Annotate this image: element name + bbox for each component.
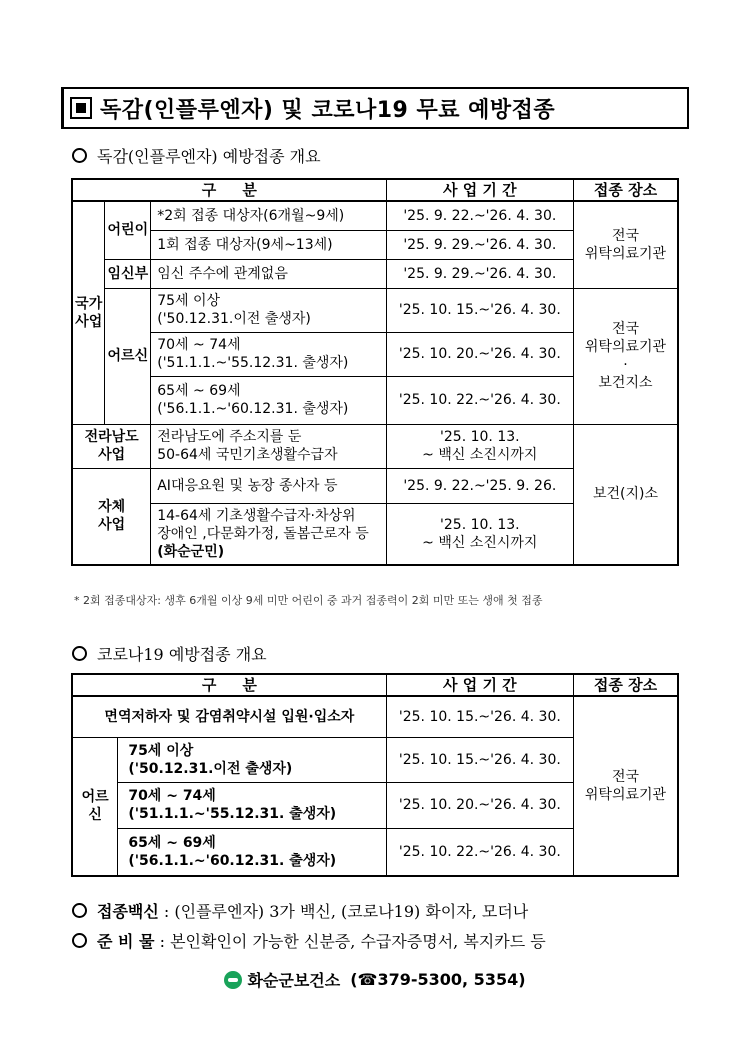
bring-line <box>72 929 546 952</box>
jeonnam-project-label: 전라남도 사업 <box>72 424 151 468</box>
title-box <box>61 87 689 129</box>
children-1dose-period: '25. 9. 29.~'26. 4. 30. <box>386 230 573 259</box>
header-period: 사 업 기 간 <box>386 674 573 696</box>
circle-bullet-icon <box>72 148 87 163</box>
place-own: 보건(지)소 <box>573 424 678 565</box>
elderly-75-period: '25. 10. 15.~'26. 4. 30. <box>386 288 573 332</box>
pregnant-period: '25. 9. 29.~'26. 4. 30. <box>386 259 573 288</box>
circle-bullet-icon <box>72 903 87 918</box>
elderly-70-cell: 70세 ~ 74세 ('51.1.1.~'55.12.31. 출생자) <box>151 332 386 376</box>
vaccine-text: : (인플루엔자) 3가 백신, (코로나19) 화이자, 모더나 <box>158 902 529 921</box>
bring-text: : 본인확인이 가능한 신분증, 수급자증명서, 복지카드 등 <box>154 932 546 951</box>
table-row <box>72 288 678 332</box>
own-project-label: 자체 사업 <box>72 468 151 565</box>
covid-elderly-65-period: '25. 10. 22.~'26. 4. 30. <box>386 828 573 876</box>
vaccine-label: 접종백신 <box>97 902 159 921</box>
place-children: 전국 위탁의료기관 <box>573 201 678 288</box>
elderly-65-period: '25. 10. 22.~'26. 4. 30. <box>386 376 573 424</box>
own-welfare-text: 14-64세 기초생활수급자·차상위 장애인 ,다문화가정, 돌봄근로자 등 <box>157 507 369 542</box>
section-flu-title: 독감(인플루엔자) 예방접종 개요 <box>97 147 321 166</box>
elderly-70-period: '25. 10. 20.~'26. 4. 30. <box>386 332 573 376</box>
covid-elderly-75-cell: 75세 이상 ('50.12.31.이전 출생자) <box>118 737 386 782</box>
children-1dose-cell: 1회 접종 대상자(9세~13세) <box>151 230 386 259</box>
header-category: 구 분 <box>72 179 386 201</box>
covid-immuno-cell: 면역저하자 및 감염취약시설 입원·입소자 <box>72 696 386 737</box>
square-bullet-icon <box>70 97 92 119</box>
children-2dose-period: '25. 9. 22.~'26. 4. 30. <box>386 201 573 230</box>
bring-label: 준 비 물 <box>97 932 155 951</box>
own-ai-cell: AI대응요원 및 농장 종사자 등 <box>151 468 386 503</box>
org-name: 화순군보건소 <box>247 971 341 990</box>
header-place: 접종 장소 <box>573 674 678 696</box>
children-label: 어린이 <box>105 201 151 259</box>
elderly-75-cell: 75세 이상 ('50.12.31.이전 출생자) <box>151 288 386 332</box>
covid-immuno-period: '25. 10. 15.~'26. 4. 30. <box>386 696 573 737</box>
header-period: 사 업 기 간 <box>386 179 573 201</box>
own-welfare-cell <box>151 503 386 565</box>
table-row <box>72 201 678 230</box>
pregnant-label: 임신부 <box>105 259 151 288</box>
children-2dose-cell: *2회 접종 대상자(6개월~9세) <box>151 201 386 230</box>
elderly-65-cell: 65세 ~ 69세 ('56.1.1.~'60.12.31. 출생자) <box>151 376 386 424</box>
health-center-logo-icon <box>224 971 242 989</box>
organization-footer <box>0 968 750 991</box>
vaccine-line <box>72 899 528 922</box>
covid-elderly-70-period: '25. 10. 20.~'26. 4. 30. <box>386 782 573 828</box>
footnote: * 2회 접종대상자: 생후 6개월 이상 9세 미만 어린이 중 과거 접종력이 2회 미만 또는 생애 첫 접종 <box>74 594 543 607</box>
covid-place: 전국 위탁의료기관 <box>573 696 678 876</box>
covid-elderly-70-cell: 70세 ~ 74세 ('51.1.1.~'55.12.31. 출생자) <box>118 782 386 828</box>
elderly-label: 어르신 <box>105 288 151 424</box>
pregnant-cell: 임신 주수에 관계없음 <box>151 259 386 288</box>
flu-table <box>71 178 679 566</box>
circle-bullet-icon <box>72 646 87 661</box>
table-row <box>72 424 678 468</box>
covid-elderly-75-period: '25. 10. 15.~'26. 4. 30. <box>386 737 573 782</box>
covid-elderly-label: 어르신 <box>72 737 118 876</box>
covid-table <box>71 673 679 877</box>
section-covid-title: 코로나19 예방접종 개요 <box>97 645 267 664</box>
jeonnam-cell: 전라남도에 주소지를 둔 50-64세 국민기초생활수급자 <box>151 424 386 468</box>
covid-elderly-65-cell: 65세 ~ 69세 ('56.1.1.~'60.12.31. 출생자) <box>118 828 386 876</box>
header-category: 구 분 <box>72 674 386 696</box>
header-place: 접종 장소 <box>573 179 678 201</box>
section-covid-heading <box>72 642 267 665</box>
own-welfare-sub: (화순군민) <box>157 543 225 560</box>
circle-bullet-icon <box>72 933 87 948</box>
place-elderly: 전국 위탁의료기관 · 보건지소 <box>573 288 678 424</box>
page-title: 독감(인플루엔자) 및 코로나19 무료 예방접종 <box>100 97 556 123</box>
section-flu-heading <box>72 144 321 167</box>
flu-header-row <box>72 179 678 201</box>
jeonnam-period: '25. 10. 13. ~ 백신 소진시까지 <box>386 424 573 468</box>
table-row <box>72 696 678 737</box>
covid-header-row <box>72 674 678 696</box>
own-ai-period: '25. 9. 22.~'25. 9. 26. <box>386 468 573 503</box>
own-welfare-period: '25. 10. 13. ~ 백신 소진시까지 <box>386 503 573 565</box>
org-phone: (☎379-5300, 5354) <box>350 970 526 989</box>
national-project-label: 국가 사업 <box>72 201 105 424</box>
